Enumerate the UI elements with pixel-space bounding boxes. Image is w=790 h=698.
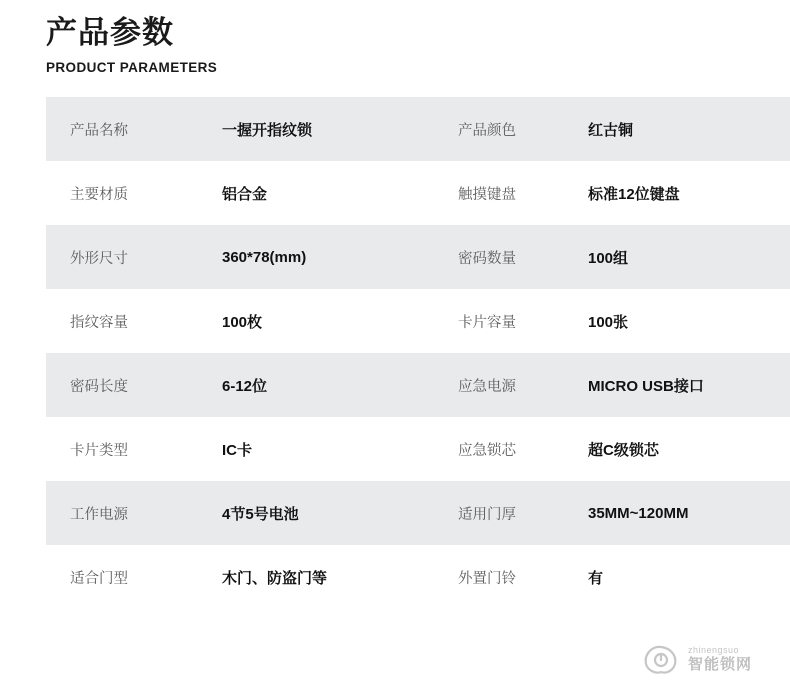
- row-label-left: 密码长度: [46, 353, 210, 417]
- row-value-left: 6-12位: [210, 353, 452, 417]
- watermark-text: [688, 645, 752, 673]
- row-label-left: 产品名称: [46, 97, 210, 161]
- watermark-en: zhinengsuo: [687, 645, 740, 656]
- watermark-logo-icon: [640, 638, 682, 680]
- row-value-right: 100张: [576, 289, 790, 353]
- watermark-cn: 智能锁网: [687, 655, 752, 673]
- table-row: [46, 97, 790, 161]
- row-value-right: 100组: [576, 225, 790, 289]
- row-label-right: 适用门厚: [452, 481, 576, 545]
- row-label-left: 工作电源: [46, 481, 210, 545]
- row-label-left: 指纹容量: [46, 289, 210, 353]
- row-label-left: 适合门型: [46, 545, 210, 609]
- page-header: [0, 0, 790, 75]
- table-row: [46, 225, 790, 289]
- row-value-right: 有: [576, 545, 790, 609]
- row-value-left: 100枚: [210, 289, 452, 353]
- row-value-left: 一握开指纹锁: [210, 97, 452, 161]
- table-row: [46, 353, 790, 417]
- row-label-right: 产品颜色: [452, 97, 576, 161]
- row-value-left: 铝合金: [210, 161, 452, 225]
- table-row: [46, 289, 790, 353]
- row-value-right: MICRO USB接口: [576, 353, 790, 417]
- row-label-left: 卡片类型: [46, 417, 210, 481]
- row-value-right: 35MM~120MM: [576, 481, 790, 545]
- row-value-left: IC卡: [210, 417, 452, 481]
- row-label-left: 主要材质: [46, 161, 210, 225]
- row-value-left: 4节5号电池: [210, 481, 452, 545]
- table-row: [46, 161, 790, 225]
- watermark: [640, 638, 752, 680]
- table-row: [46, 545, 790, 609]
- row-value-left: 360*78(mm): [210, 225, 452, 289]
- table-row: [46, 417, 790, 481]
- row-value-left: 木门、防盗门等: [210, 545, 452, 609]
- row-label-right: 触摸键盘: [452, 161, 576, 225]
- spec-table: [46, 97, 790, 609]
- spec-table-body: [46, 97, 790, 609]
- row-value-right: 标准12位键盘: [576, 161, 790, 225]
- row-label-left: 外形尺寸: [46, 225, 210, 289]
- row-value-right: 超C级锁芯: [576, 417, 790, 481]
- table-row: [46, 481, 790, 545]
- page-subtitle: PRODUCT PARAMETERS: [46, 60, 218, 76]
- page-title: 产品参数: [46, 15, 174, 50]
- row-label-right: 密码数量: [452, 225, 576, 289]
- row-label-right: 卡片容量: [452, 289, 576, 353]
- row-label-right: 应急锁芯: [452, 417, 576, 481]
- row-label-right: 应急电源: [452, 353, 576, 417]
- row-value-right: 红古铜: [576, 97, 790, 161]
- row-label-right: 外置门铃: [452, 545, 576, 609]
